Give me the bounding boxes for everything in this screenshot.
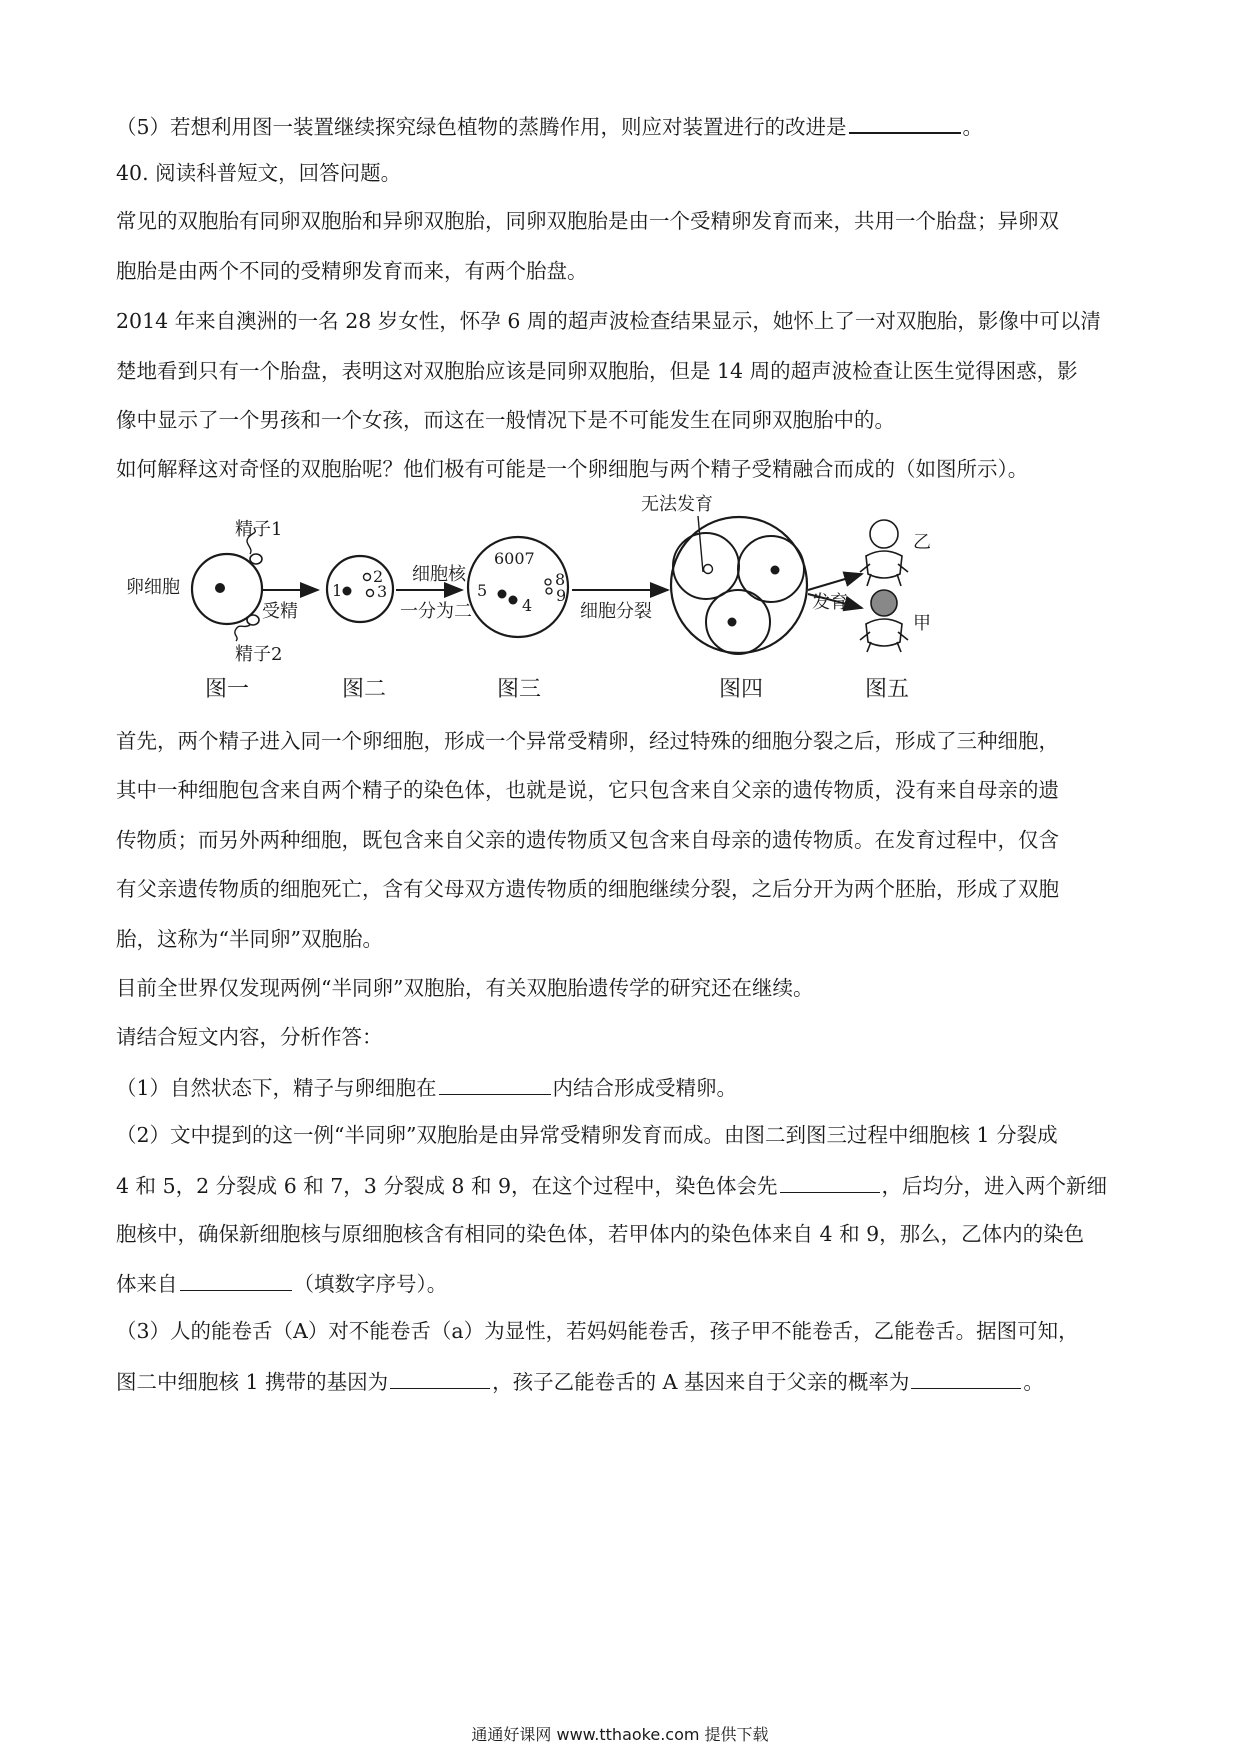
a2-l4-post: （填数字序号）。 [293,1272,448,1296]
a1-post: 内结合形成受精卵。 [552,1076,738,1100]
nucleus-5-label: 5 [477,581,488,600]
p4-line-4: 有父亲遗传物质的细胞死亡，含有父母双方遗传物质的细胞继续分裂，之后分开为两个胚胎，形成了双胞 [116,877,1059,901]
p2-line-2: 楚地看到只有一个胎盘，表明这对双胞胎应该是同卵双胞胎，但是 14 周的超声波检查让医生觉得困惑，影 [116,359,1078,383]
caption-fig3: 图三 [497,677,542,702]
a2-line-3: 胞核中，确保新细胞核与原细胞核含有相同的染色体，若甲体内的染色体来自 4 和 9，那么，乙体内的染色 [116,1222,1085,1246]
p2-line-1: 2014 年来自澳洲的一名 28 岁女性，怀孕 6 周的超声波检查结果显示，她怀上了一对双胞胎，影像中可以清 [116,309,1101,333]
nucleus-3 [367,590,374,597]
nucleus-3-label: 3 [377,582,388,601]
a1-pre: （1）自然状态下，精子与卵细胞在 [116,1076,437,1100]
nucleus-8-label: 8 [555,570,566,589]
sperm1-label: 精子1 [235,519,283,540]
q5-blank[interactable] [849,110,961,134]
fertilize-label: 受精 [262,601,298,622]
nucleus-4-label: 4 [522,596,533,615]
baby-yi-label: 乙 [913,532,931,553]
q5-text: （5）若想利用图一装置继续探究绿色植物的蒸腾作用，则应对装置进行的改进是 [116,115,847,139]
a2-blank-2[interactable] [180,1268,292,1291]
a3-line-2 [116,1366,1044,1396]
nucleus-9-label: 9 [556,586,567,605]
caption-fig1: 图一 [205,677,250,702]
nucleus-2-label: 2 [373,567,384,586]
a3-line-1: （3）人的能卷舌（A）对不能卷舌（a）为显性，若妈妈能卷舌，孩子甲不能卷舌，乙能卷舌。据图可知， [116,1319,1079,1343]
fertilization-diagram [0,490,1240,710]
p1-line-1: 常见的双胞胎有同卵双胞胎和异卵双胞胎，同卵双胞胎是由一个受精卵发育而来，共用一个胎盘；异卵双 [116,209,1059,233]
sperm2-shape [235,625,250,641]
q40-title: 40. 阅读科普短文，回答问题。 [116,161,402,185]
p4-line-3: 传物质；而另外两种细胞，既包含来自父亲的遗传物质又包含来自母亲的遗传物质。在发育过程中，仅含 [116,828,1059,852]
a3-blank-2[interactable] [911,1366,1021,1389]
nucleus-1 [343,587,352,596]
p3-line: 如何解释这对奇怪的双胞胎呢？他们极有可能是一个卵细胞与两个精子受精融合而成的（如图所示）。 [116,457,1029,481]
q5-line [116,110,983,141]
a1-line [116,1072,737,1102]
baby-jia [860,590,908,652]
p4-line-2: 其中一种细胞包含来自两个精子的染色体，也就是说，它只包含来自父亲的遗传物质，没有来自母亲的遗 [116,778,1059,802]
develop-label: 发育 [812,592,848,613]
baby-jia-label: 甲 [913,613,931,634]
egg-cell [192,554,262,624]
p2-line-3: 像中显示了一个男孩和一个女孩，而这在一般情况下是不可能发生在同卵双胞胎中的。 [116,408,895,432]
p6-line: 请结合短文内容，分析作答： [116,1025,383,1049]
caption-fig5: 图五 [865,677,910,702]
a2-post: ，后均分，进入两个新细 [881,1174,1108,1198]
a2-pre: 4 和 5，2 分裂成 6 和 7，3 分裂成 8 和 9，在这个过程中，染色体会先 [116,1174,778,1198]
cell-division-label: 细胞分裂 [580,601,652,622]
nucleus-1-label: 1 [332,581,343,600]
nucleus-2 [364,574,371,581]
egg-label: 卵细胞 [126,577,180,598]
a3-blank-1[interactable] [390,1366,490,1389]
p1-line-2: 胞胎是由两个不同的受精卵发育而来，有两个胎盘。 [116,259,588,283]
sperm2-label: 精子2 [235,644,283,665]
a2-line-1: （2）文中提到的这一例“半同卵”双胞胎是由异常受精卵发育而成。由图二到图三过程中细胞核 1 分裂成 [116,1123,1058,1147]
a2-line-4 [116,1268,447,1298]
egg-nucleus [215,583,225,593]
footer-text: 通通好课网 www.tthaoke.com 提供下载 [471,1725,769,1744]
nucleus-split-label-2: 一分为二 [400,601,472,622]
a2-line-2 [116,1170,1107,1200]
a3-post: 。 [1023,1370,1044,1394]
a3-pre: 图二中细胞核 1 携带的基因为 [116,1370,389,1394]
caption-fig4: 图四 [719,677,764,702]
p4-line-1: 首先，两个精子进入同一个卵细胞，形成一个异常受精卵，经过特殊的细胞分裂之后，形成了三种细胞， [116,729,1059,753]
p5-line: 目前全世界仅发现两例“半同卵”双胞胎，有关双胞胎遗传学的研究还在继续。 [116,976,814,1000]
q5-end: 。 [962,115,984,139]
nucleus-6-7-label: 6007 [494,549,535,568]
a1-blank[interactable] [439,1072,551,1095]
caption-fig2: 图二 [342,677,387,702]
a2-l4-pre: 体来自 [116,1272,178,1296]
baby-yi [860,520,908,586]
nucleus-split-label-1: 细胞核 [412,564,466,585]
a3-mid: ，孩子乙能卷舌的 A 基因来自于父亲的概率为 [492,1370,910,1394]
a2-blank-1[interactable] [780,1170,880,1193]
p4-line-5: 胎，这称为“半同卵”双胞胎。 [116,927,383,951]
cannot-develop-label: 无法发育 [641,494,713,515]
